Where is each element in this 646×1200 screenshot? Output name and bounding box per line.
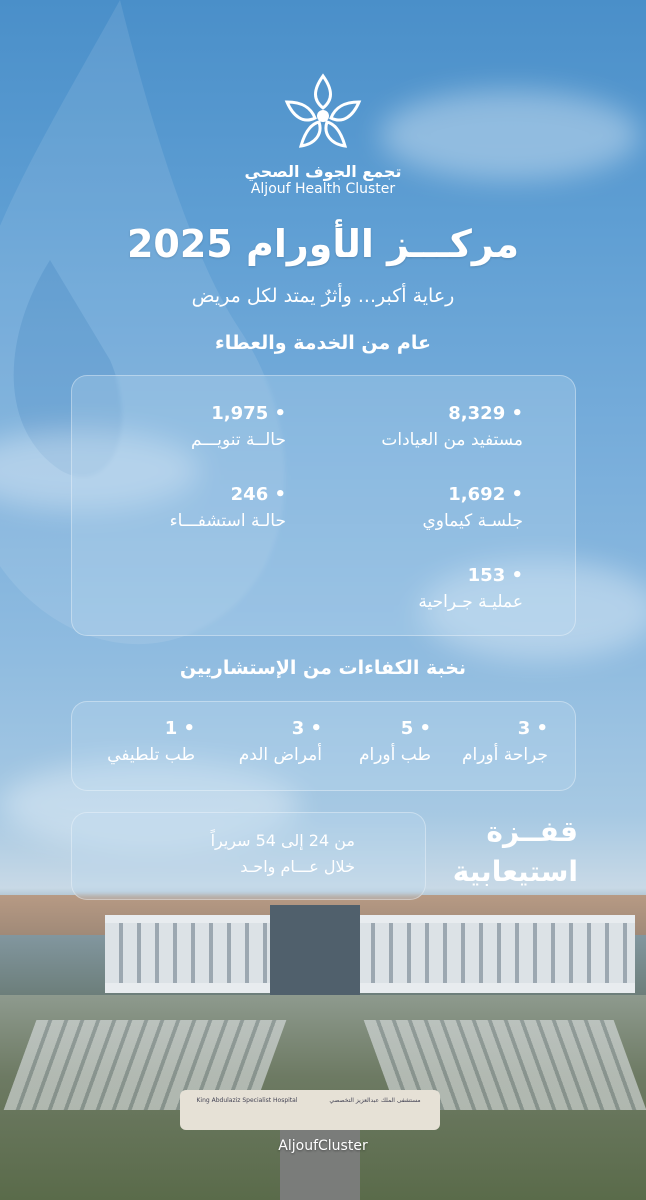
consultant-count: • 5 (400, 718, 431, 739)
aljouf-cluster-logo-icon (283, 72, 363, 152)
brand-name-ar: تجمع الجوف الصحي (244, 162, 402, 181)
page-subtitle: رعاية أكبر... وأثرٌ يمتد لكل مريض (191, 285, 455, 307)
consultant-specialty: أمراض الدم (238, 745, 322, 765)
brand-name-en: Aljouf Health Cluster (250, 181, 396, 197)
stat-value: • 1,975 (211, 403, 286, 424)
page-title: مركـــز الأورام 2025 (126, 222, 520, 266)
stat-item (418, 565, 523, 612)
capacity-text (211, 828, 355, 880)
stat-item (191, 403, 286, 450)
stat-label: مستفيد من العيادات (381, 430, 523, 450)
hospital-photo (0, 895, 646, 1200)
stat-value: • 8,329 (448, 403, 523, 424)
capacity-line-1: من 24 إلى 54 سريراً (210, 831, 355, 850)
stat-value: • 1,692 (448, 484, 523, 505)
consultant-count: • 3 (517, 718, 548, 739)
consultant-specialty: طب تلطيفي (107, 745, 195, 765)
stat-item (422, 484, 523, 531)
capacity-heading-line-1: قفــزة (486, 815, 578, 848)
stat-label: جلسـة كيماوي (422, 511, 523, 531)
services-heading: عام من الخدمة والعطاء (215, 332, 431, 354)
hospital-sign-ar: مستشفى الملك عبدالعزيز التخصصي (329, 1097, 421, 1104)
stat-label: عمليـة جـراحية (418, 592, 523, 612)
consultant-item (462, 718, 548, 765)
consultant-item (107, 718, 195, 765)
consultant-item (359, 718, 431, 765)
capacity-line-2: خلال عـــام واحـد (240, 857, 355, 876)
hospital-sign-en: King Abdulaziz Specialist Hospital (196, 1097, 298, 1104)
stat-item (170, 484, 286, 531)
stat-value: • 153 (467, 565, 523, 586)
stat-label: حالـة استشفـــاء (169, 511, 286, 531)
consultant-count: • 1 (164, 718, 195, 739)
capacity-heading-line-2: استيعابية (452, 855, 578, 888)
consultant-count: • 3 (291, 718, 322, 739)
stat-value: • 246 (230, 484, 286, 505)
capacity-heading (453, 812, 578, 892)
consultant-item (239, 718, 322, 765)
consultants-heading: نخبة الكفاءات من الإستشاريين (179, 657, 467, 679)
consultant-specialty: طب أورام (358, 745, 431, 765)
stat-label: حالــة تنويـــم (191, 430, 286, 450)
stat-item (381, 403, 523, 450)
watermark: AljoufCluster (278, 1138, 368, 1154)
consultant-specialty: جراحة أورام (461, 745, 548, 765)
